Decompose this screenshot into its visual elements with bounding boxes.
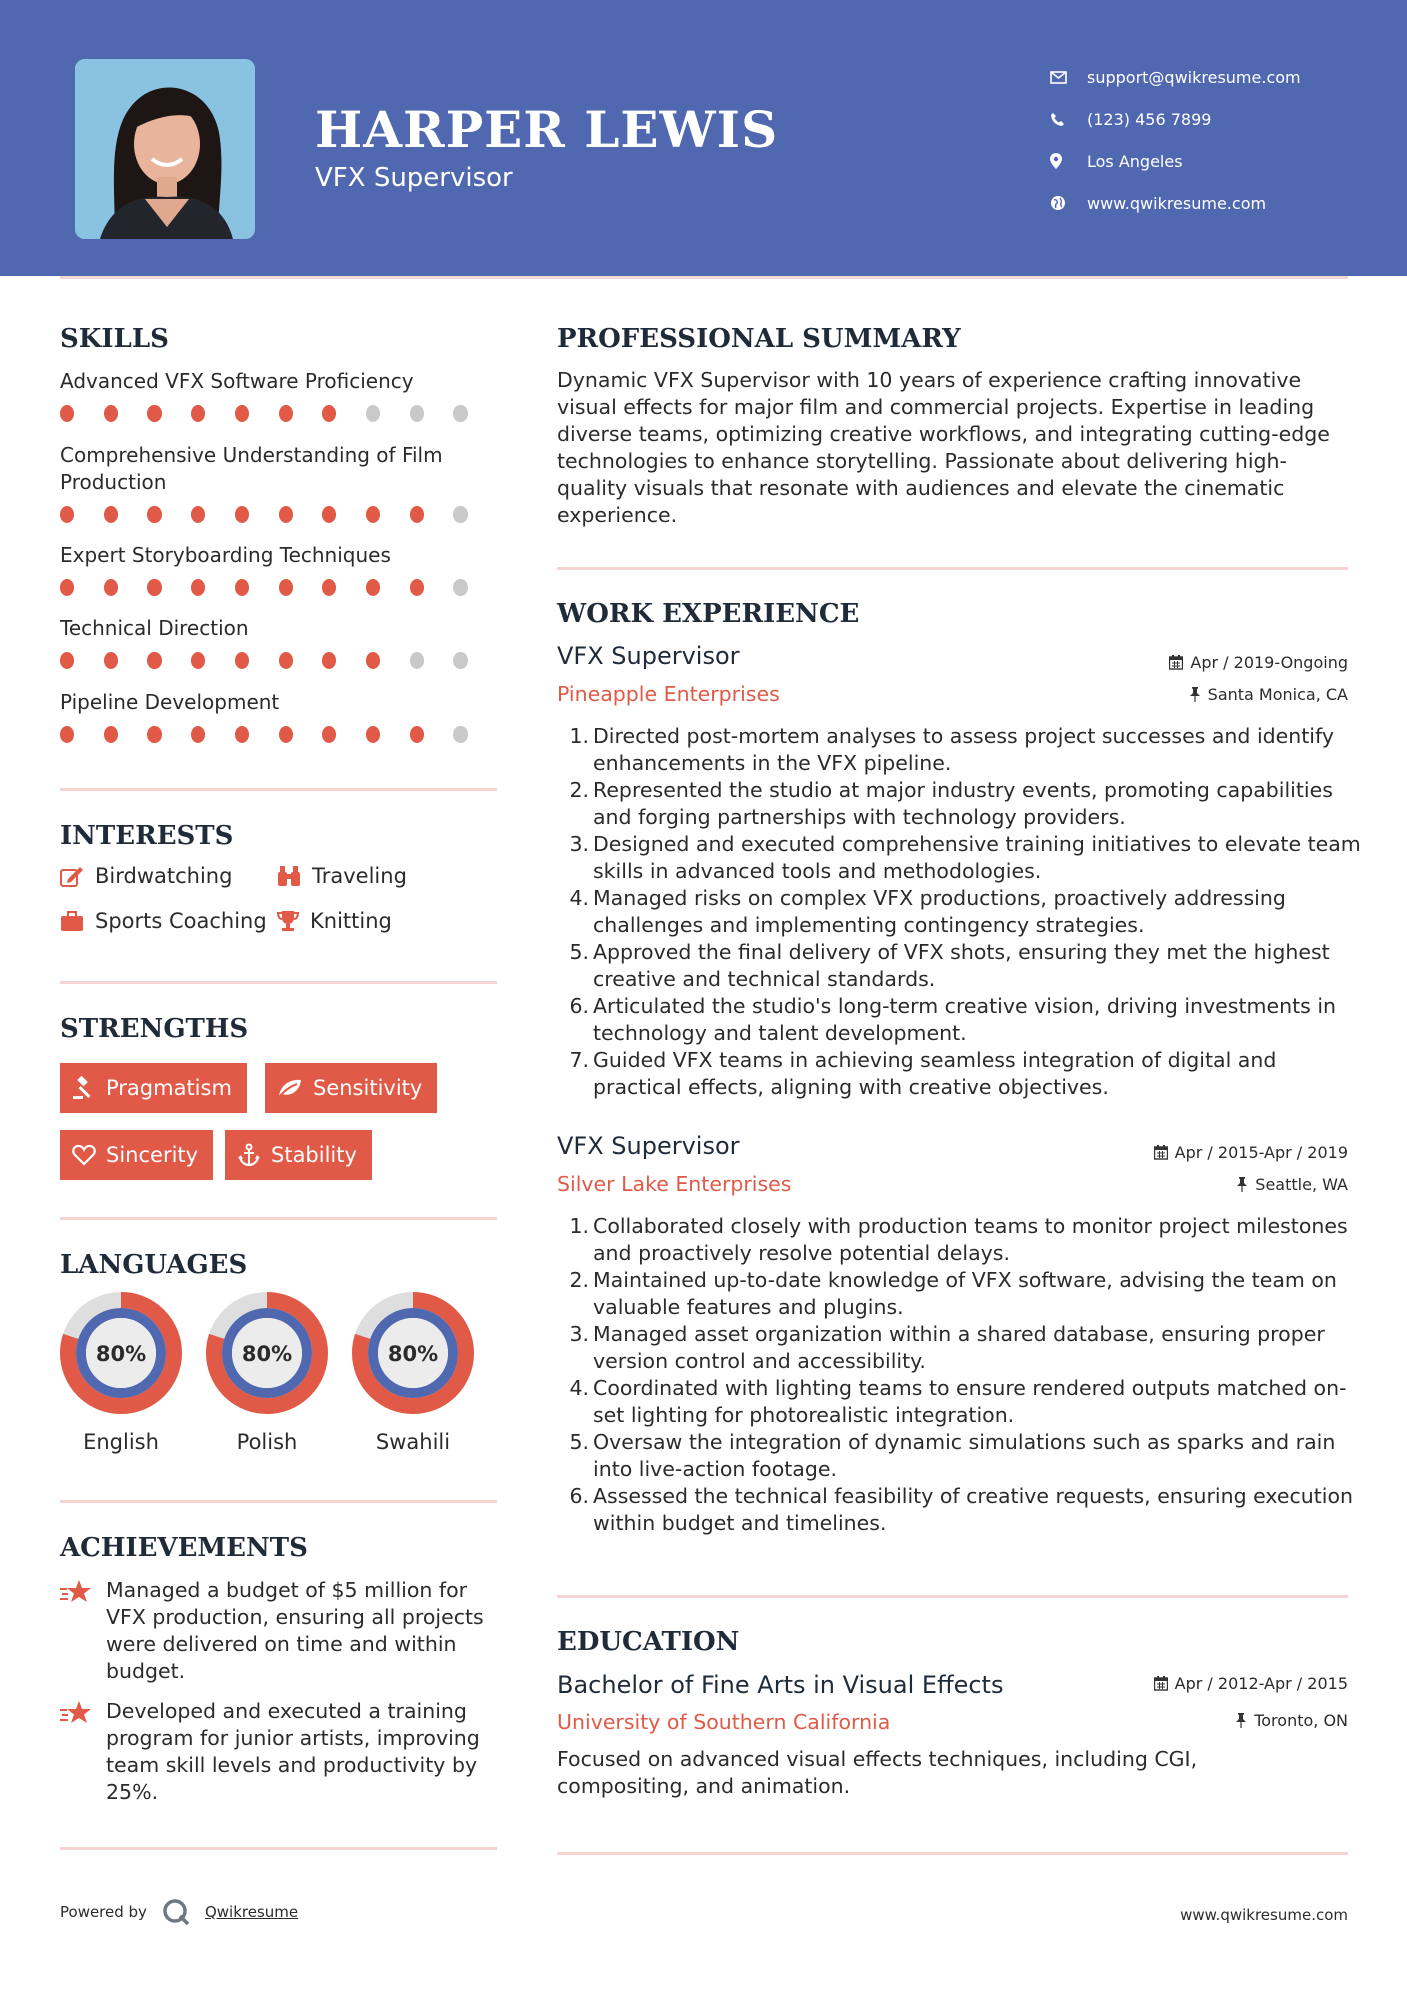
duty-number: 6. [569,994,589,1018]
section-divider [557,1595,1348,1598]
leaf-icon [277,1078,303,1098]
pushpin-icon [1236,1177,1248,1192]
experience-heading: WORK EXPERIENCE [557,599,860,629]
rating-dot-filled [235,726,249,743]
rating-dot-filled [366,652,380,669]
rating-dot-filled [191,405,205,422]
rating-dot-filled [235,506,249,523]
header-divider [60,276,1348,279]
rating-dot-filled [60,726,74,743]
skill-item [60,689,497,743]
rating-dot-filled [104,405,118,422]
job-company: Pineapple Enterprises [557,682,780,706]
interest-knitting: Knitting [277,909,392,933]
duty-number: 2. [569,1268,589,1292]
strength-badge-sensitivity: Sensitivity [265,1063,437,1113]
job-dates: Apr / 2019-Ongoing [1169,653,1348,672]
rating-dot-empty [453,579,467,596]
language-name: Swahili [375,1430,451,1454]
star-icon [60,1700,92,1726]
duty-text: Managed risks on complex VFX productions, proactively addressing challenges and implementing contingency strategies. [593,886,1286,937]
duty-text: Maintained up-to-date knowledge of VFX software, advising the team on valuable features and plugins. [593,1268,1337,1319]
resume-header [0,0,1407,276]
candidate-name: HARPER LEWIS [315,100,779,159]
skill-name: Advanced VFX Software Proficiency [60,369,414,393]
rating-dot-empty [453,652,467,669]
language-percent: 80% [387,1342,439,1366]
language-item [60,1292,182,1454]
rating-dot-filled [279,726,293,743]
rating-dot-filled [104,652,118,669]
rating-dot-filled [60,652,74,669]
duty-number: 4. [569,886,589,910]
envelope-icon [1050,71,1087,84]
job-location: Seattle, WA [1236,1175,1348,1194]
skill-item [60,615,497,669]
map-pin-icon [1050,153,1087,169]
language-item [206,1292,328,1454]
job-company: Silver Lake Enterprises [557,1172,792,1196]
achievement-item: Managed a budget of $5 million for VFX production, ensuring all projects were delivered on time and within budget. [60,1577,497,1685]
rating-dot-filled [235,652,249,669]
summary-text: Dynamic VFX Supervisor with 10 years of experience crafting innovative visual effects for major film and commercial projects. Expertise in leading diverse teams, optimizing creative workflows, and integrating cutting-edge technologies to enhance storytelling. Passionate about delivering high-quality visuals that resonate with audiences and elevate the cinematic experience. [557,368,1330,527]
qwikresume-logo-icon [161,1897,191,1927]
rating-dot-filled [147,652,161,669]
section-divider [60,788,497,791]
rating-dot-filled [191,726,205,743]
duty-item [569,1267,1365,1321]
rating-dot-filled [147,506,161,523]
language-item [352,1292,474,1454]
skill-rating [60,506,497,523]
rating-dot-filled [60,579,74,596]
duty-number: 1. [569,1214,589,1238]
strength-badge-stability: Stability [225,1130,372,1180]
profile-photo [75,59,255,239]
rating-dot-filled [191,506,205,523]
rating-dot-filled [191,579,205,596]
duty-number: 1. [569,724,589,748]
language-name: Polish [236,1430,298,1454]
rating-dot-filled [410,579,424,596]
job-title: VFX Supervisor [557,1132,740,1160]
job-duties-list [569,1213,1365,1537]
summary-heading: PROFESSIONAL SUMMARY [557,324,961,354]
skill-rating [60,405,497,422]
rating-dot-filled [191,652,205,669]
pushpin-icon [1189,687,1201,702]
duty-text: Guided VFX teams in achieving seamless integration of digital and practical effects, aligning with creative objectives. [593,1048,1277,1099]
strengths-heading: STRENGTHS [60,1014,249,1044]
rating-dot-empty [453,726,467,743]
rating-dot-empty [453,506,467,523]
footer-powered-by: Powered by Qwikresume [60,1897,298,1927]
pencil-square-icon [60,866,84,887]
language-percent: 80% [95,1342,147,1366]
rating-dot-filled [235,405,249,422]
education-description: Focused on advanced visual effects techniques, including CGI, compositing, and animation. [557,1747,1198,1798]
rating-dot-filled [147,579,161,596]
contact-email[interactable]: support@qwikresume.com [1050,56,1301,98]
job-title: VFX Supervisor [557,642,740,670]
rating-dot-filled [366,726,380,743]
duty-item [569,1483,1365,1537]
duty-text: Designed and executed comprehensive training initiatives to elevate team skills in advanced tools and methodologies. [593,832,1361,883]
duty-item [569,1047,1365,1101]
skill-name: Technical Direction [60,616,249,640]
language-name: English [83,1430,159,1454]
skill-name: Pipeline Development [60,690,280,714]
interest-traveling: Traveling [277,864,407,888]
skill-rating [60,726,497,743]
contact-list [1050,56,1301,224]
rating-dot-filled [279,652,293,669]
duty-item [569,1375,1365,1429]
duty-number: 3. [569,1322,589,1346]
language-gauge [206,1292,328,1414]
skill-item [60,368,497,422]
languages-heading: LANGUAGES [60,1250,248,1280]
duty-item [569,885,1365,939]
job-dates: Apr / 2015-Apr / 2019 [1154,1143,1348,1162]
duty-item [569,1321,1365,1375]
duty-number: 5. [569,940,589,964]
gavel-icon [72,1076,96,1100]
skills-heading: SKILLS [60,324,169,354]
duty-number: 6. [569,1484,589,1508]
rating-dot-filled [410,726,424,743]
briefcase-icon [60,911,84,932]
rating-dot-filled [322,405,336,422]
trophy-icon [277,910,299,932]
rating-dot-filled [366,506,380,523]
strength-badge-sincerity: Sincerity [60,1130,213,1180]
duty-item [569,831,1365,885]
section-divider [557,567,1348,570]
section-divider [60,1500,497,1503]
rating-dot-empty [410,405,424,422]
duty-number: 7. [569,1048,589,1072]
interest-birdwatching: Birdwatching [60,864,232,888]
school-name: University of Southern California [557,1710,891,1734]
skill-name: Comprehensive Understanding of Film Production [60,443,443,494]
candidate-title: VFX Supervisor [315,163,513,193]
rating-dot-filled [410,506,424,523]
rating-dot-filled [279,579,293,596]
interest-sports-coaching: Sports Coaching [60,909,267,933]
duty-item [569,993,1365,1047]
rating-dot-filled [366,579,380,596]
contact-phone[interactable]: (123) 456 7899 [1050,98,1301,140]
rating-dot-filled [104,726,118,743]
qwikresume-link[interactable]: Qwikresume [204,1903,299,1921]
section-divider [557,1852,1348,1855]
language-gauge [352,1292,474,1414]
duty-item [569,1429,1365,1483]
skill-item [60,442,497,523]
job-duties-list [569,723,1365,1101]
calendar-icon [1154,1676,1168,1691]
rating-dot-filled [279,506,293,523]
section-divider [60,1217,497,1220]
strength-badge-pragmatism: Pragmatism [60,1063,247,1113]
globe-icon [1050,195,1087,211]
calendar-icon [1169,655,1183,670]
duty-item [569,1213,1365,1267]
education-location: Toronto, ON [1235,1711,1348,1730]
rating-dot-filled [104,506,118,523]
education-dates: Apr / 2012-Apr / 2015 [1154,1674,1348,1693]
section-divider [60,981,497,984]
interests-heading: INTERESTS [60,821,234,851]
job-location: Santa Monica, CA [1189,685,1348,704]
duty-item [569,723,1365,777]
contact-website[interactable]: www.qwikresume.com [1050,182,1301,224]
rating-dot-filled [147,726,161,743]
rating-dot-filled [147,405,161,422]
duty-text: Coordinated with lighting teams to ensure rendered outputs matched on-set lighting for photorealistic integration. [593,1376,1347,1427]
duty-number: 4. [569,1376,589,1400]
rating-dot-filled [322,726,336,743]
calendar-icon [1154,1145,1168,1160]
skill-name: Expert Storyboarding Techniques [60,543,391,567]
rating-dot-filled [322,579,336,596]
rating-dot-empty [453,405,467,422]
duty-text: Oversaw the integration of dynamic simulations such as sparks and rain into live-action footage. [593,1430,1336,1481]
duty-text: Represented the studio at major industry events, promoting capabilities and forging partnerships with technology providers. [593,778,1333,829]
pushpin-icon [1235,1713,1247,1728]
rating-dot-filled [279,405,293,422]
rating-dot-filled [104,579,118,596]
skill-rating [60,579,497,596]
duty-text: Collaborated closely with production teams to monitor project milestones and proactively resolve potential delays. [593,1214,1348,1265]
contact-location: Los Angeles [1050,140,1301,182]
degree-title: Bachelor of Fine Arts in Visual Effects [557,1671,1004,1699]
duty-text: Directed post-mortem analyses to assess project successes and identify enhancements in the VFX pipeline. [593,724,1334,775]
duty-item [569,939,1365,993]
section-divider [60,1847,497,1850]
anchor-icon [237,1143,261,1167]
duty-number: 3. [569,832,589,856]
skill-item [60,542,497,596]
heart-icon [72,1144,96,1166]
duty-text: Managed asset organization within a shared database, ensuring proper version control and accessibility. [593,1322,1325,1373]
rating-dot-filled [60,405,74,422]
rating-dot-filled [322,652,336,669]
duty-text: Articulated the studio's long-term creative vision, driving investments in technology and talent development. [593,994,1337,1045]
duty-number: 2. [569,778,589,802]
footer-website-link[interactable]: www.qwikresume.com [1180,1906,1348,1924]
achievements-heading: ACHIEVEMENTS [60,1533,308,1563]
education-heading: EDUCATION [557,1627,740,1657]
language-gauge [60,1292,182,1414]
rating-dot-filled [235,579,249,596]
duty-number: 5. [569,1430,589,1454]
rating-dot-filled [60,506,74,523]
binoculars-icon [277,865,301,887]
phone-icon [1050,112,1087,127]
language-percent: 80% [241,1342,293,1366]
duty-text: Approved the final delivery of VFX shots, ensuring they met the highest creative and technical standards. [593,940,1330,991]
star-icon [60,1579,92,1605]
duty-item [569,777,1365,831]
rating-dot-empty [410,652,424,669]
skill-rating [60,652,497,669]
rating-dot-filled [322,506,336,523]
rating-dot-empty [366,405,380,422]
duty-text: Assessed the technical feasibility of creative requests, ensuring execution within budget and timelines. [593,1484,1354,1535]
achievement-item: Developed and executed a training program for junior artists, improving team skill levels and productivity by 25%. [60,1698,497,1806]
